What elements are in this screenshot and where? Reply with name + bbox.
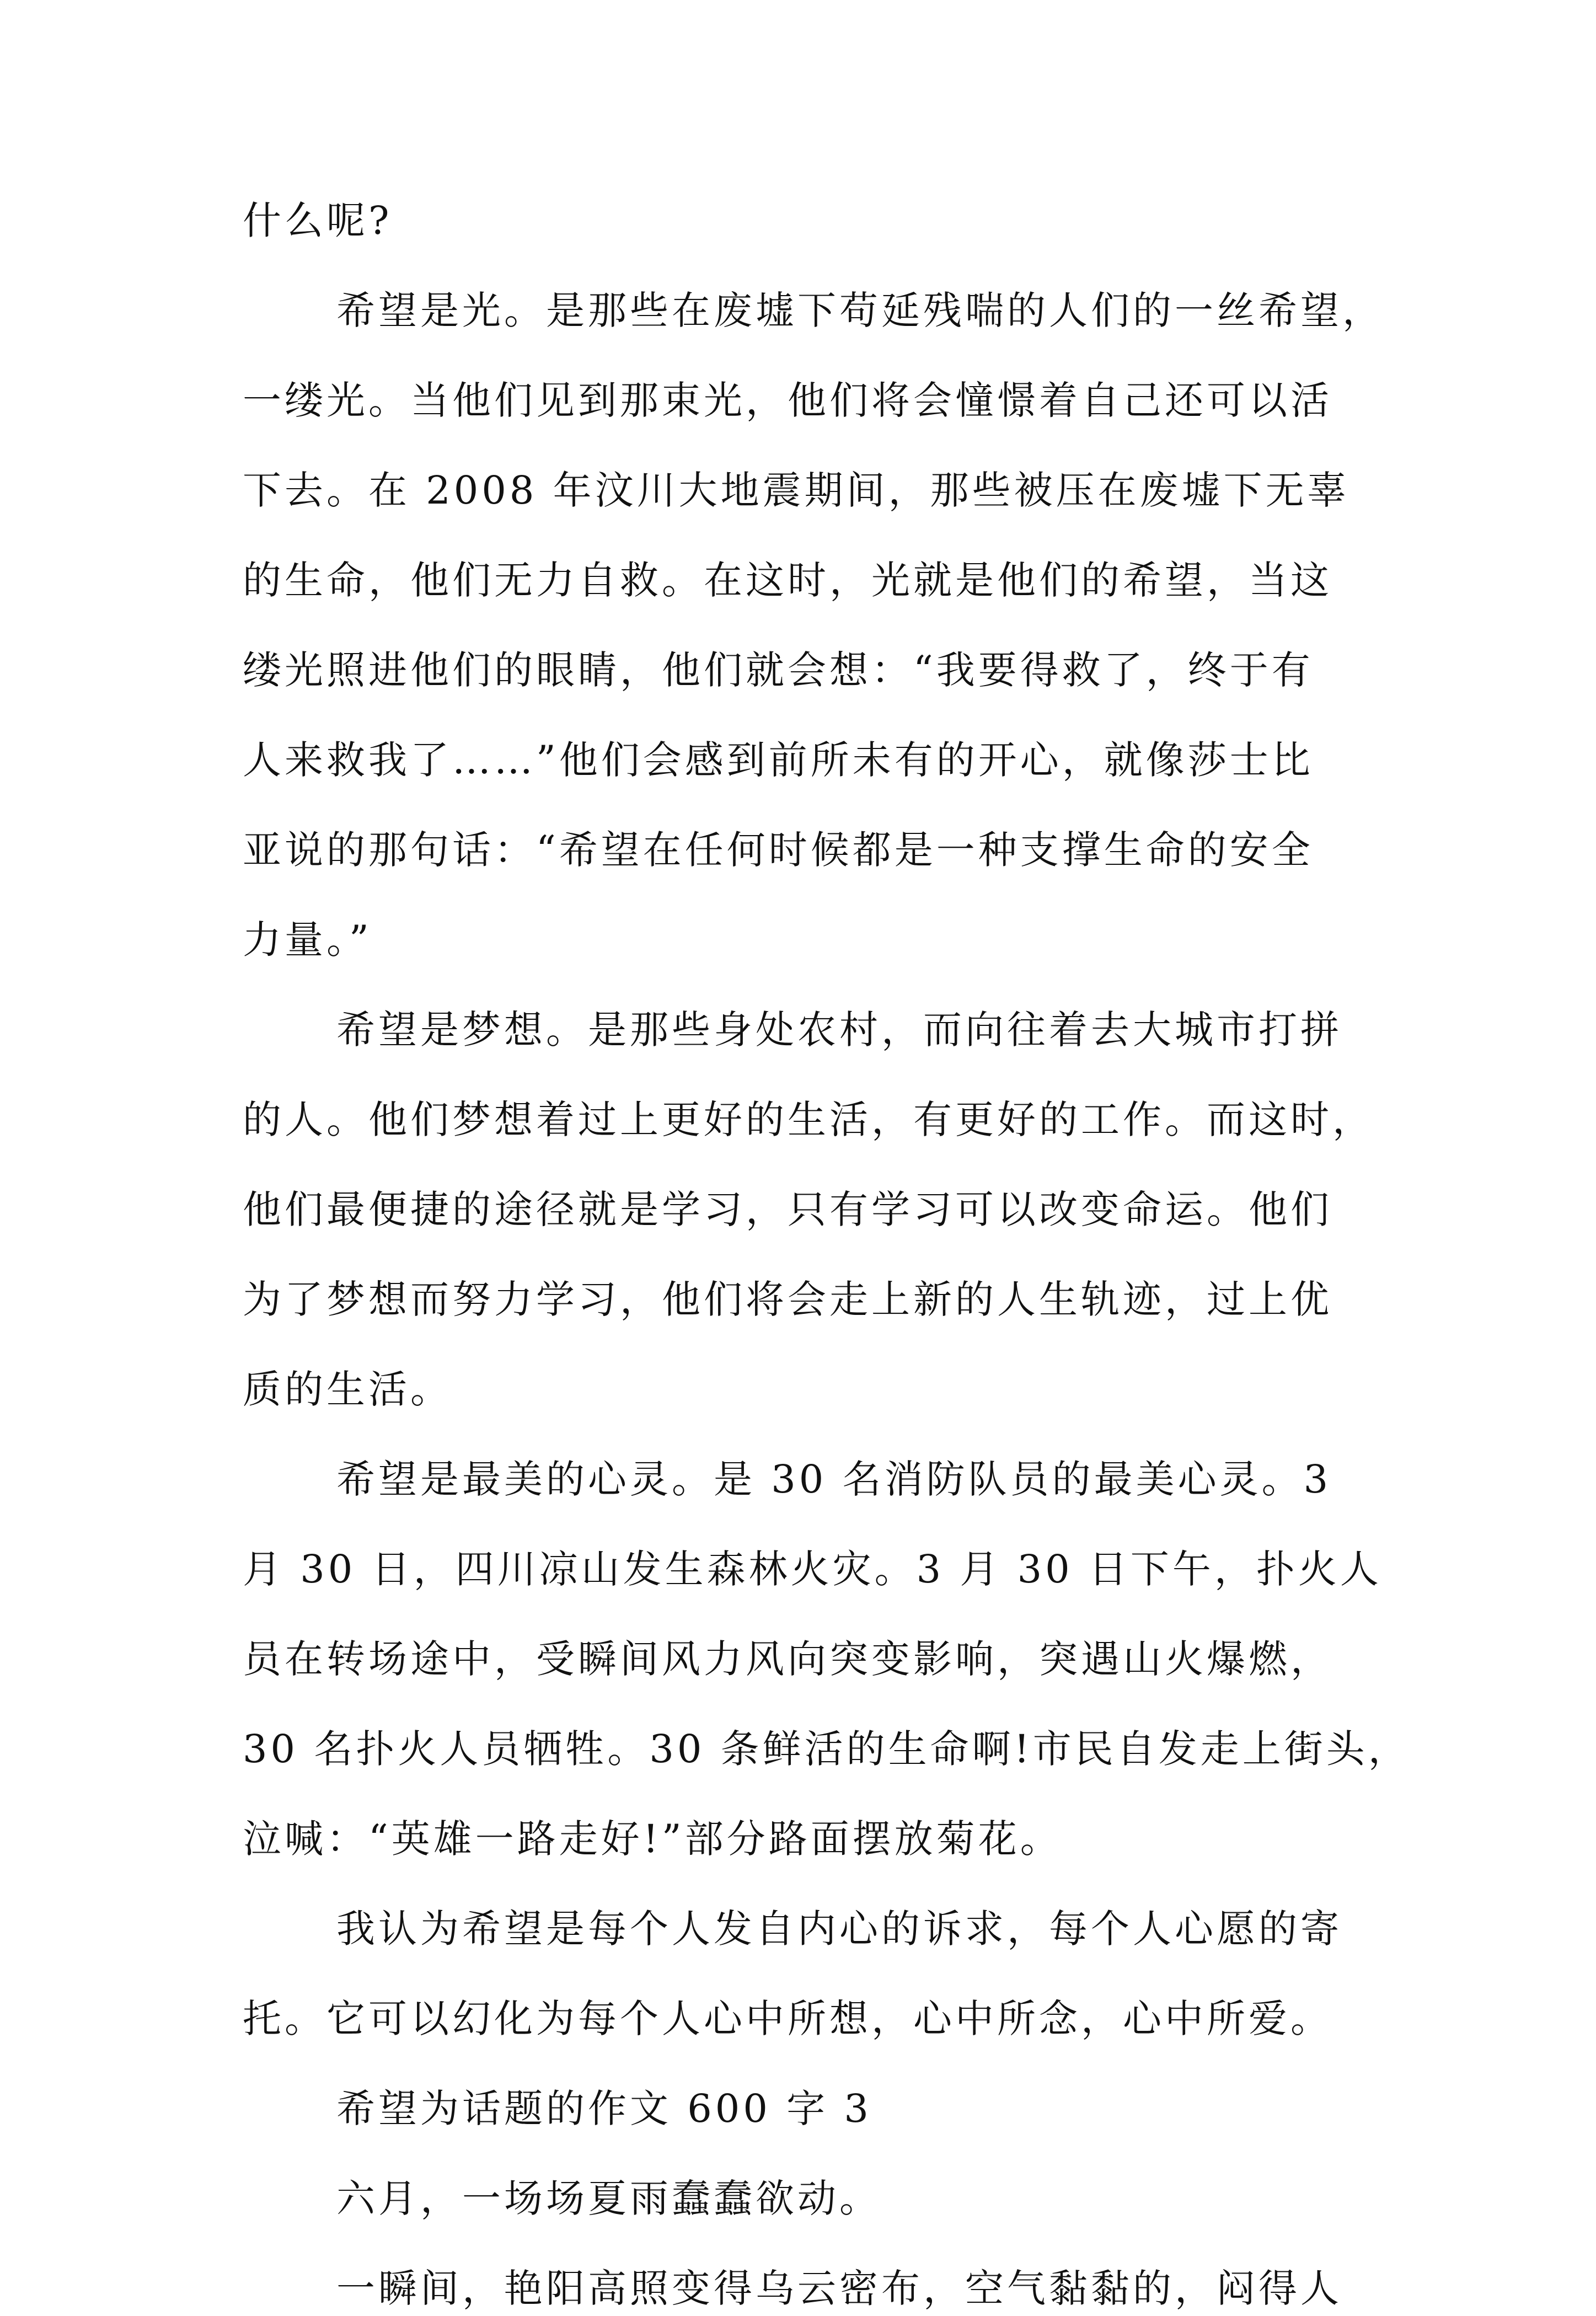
text-line: 希望是最美的心灵。是 30 名消防队员的最美心灵。3	[336, 1457, 1332, 1502]
text-line: 希望是光。是那些在废墟下苟延残喘的人们的一丝希望，	[336, 288, 1384, 333]
text-line: 30 名扑火人员牺牲。30 条鲜活的生命啊!市民自发走上街头，	[243, 1726, 1410, 1772]
text-line: 希望为话题的作文 600 字 3	[336, 2086, 872, 2131]
text-line: 泣喊：“英雄一路走好!”部分路面摆放菊花。	[243, 1816, 1062, 1862]
text-line: 为了梦想而努力学习，他们将会走上新的人生轨迹，过上优	[243, 1277, 1332, 1322]
text-line: 他们最便捷的途径就是学习，只有学习可以改变命运。他们	[243, 1187, 1332, 1232]
text-line: 什么呢?	[243, 198, 393, 243]
text-line: 我认为希望是每个人发自内心的诉求，每个人心愿的寄	[336, 1906, 1342, 1951]
text-line: 力量。”	[243, 917, 372, 962]
text-line: 的人。他们梦想着过上更好的生活，有更好的工作。而这时，	[243, 1097, 1374, 1142]
text-line: 人来救我了……”他们会感到前所未有的开心，就像莎士比	[243, 737, 1314, 783]
text-line: 托。它可以幻化为每个人心中所想，心中所念，心中所爱。	[243, 1996, 1332, 2041]
text-line: 员在转场途中，受瞬间风力风向突变影响，突遇山火爆燃，	[243, 1636, 1332, 1682]
text-line: 缕光照进他们的眼睛，他们就会想：“我要得救了，终于有	[243, 648, 1314, 693]
text-line: 的生命，他们无力自救。在这时，光就是他们的希望，当这	[243, 558, 1332, 603]
text-line: 质的生活。	[243, 1367, 452, 1412]
text-line: 月 30 日，四川凉山发生森林火灾。3 月 30 日下午，扑火人	[243, 1547, 1382, 1592]
text-line: 一缕光。当他们见到那束光，他们将会憧憬着自己还可以活	[243, 378, 1332, 423]
text-line: 一瞬间，艳阳高照变得乌云密布，空气黏黏的，闷得人	[336, 2266, 1342, 2311]
text-line: 亚说的那句话：“希望在任何时候都是一种支撑生命的安全	[243, 827, 1314, 873]
text-line: 六月，一场场夏雨蠢蠢欲动。	[336, 2176, 881, 2221]
text-line: 下去。在 2008 年汶川大地震期间，那些被压在废墟下无辜	[243, 468, 1349, 513]
text-line: 希望是梦想。是那些身处农村，而向往着去大城市打拼	[336, 1007, 1342, 1052]
